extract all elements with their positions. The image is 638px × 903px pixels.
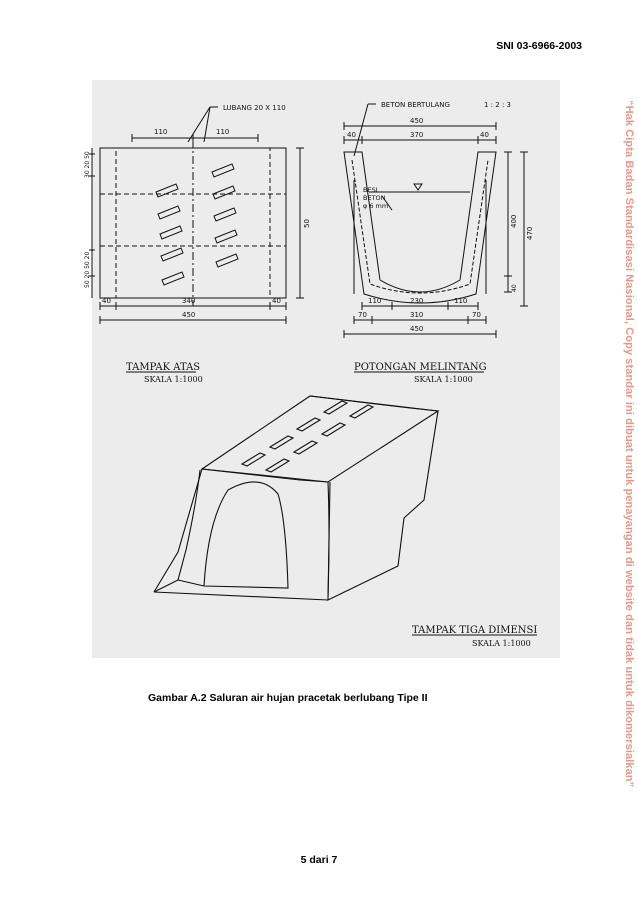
- iso-scale: SKALA 1:1000: [472, 639, 531, 648]
- dim-section-450-top: 450: [410, 117, 424, 125]
- figure-caption: Gambar A.2 Saluran air hujan pracetak berlubang Tipe II: [148, 692, 428, 704]
- iso-title: TAMPAK TIGA DIMENSI: [412, 625, 538, 636]
- rebar-diameter: φ 6 mm: [363, 202, 389, 210]
- mix-ratio: 1 : 2 : 3: [484, 101, 511, 109]
- dim-section-450-bottom: 450: [410, 325, 424, 333]
- dim-450: 450: [182, 311, 196, 319]
- besi-label: BESI: [363, 186, 378, 194]
- dim-110-b: 110: [216, 128, 230, 136]
- beton-label: BETON: [363, 194, 386, 202]
- dim-section-310: 310: [410, 311, 424, 319]
- copyright-watermark: [618, 100, 638, 840]
- dim-left-top: 30 20 50: [84, 151, 91, 178]
- watermark-text: “Hak Cipta Badan Standardisasi Nasional, Copy standar ini dibuat untuk penayangan di website dan tidak untuk dikomersialkan”: [623, 100, 635, 788]
- iso-channel-opening: [204, 482, 288, 588]
- dim-section-110: 110: [368, 297, 382, 305]
- material-label: BETON BERTULANG: [381, 101, 450, 109]
- dim-section-70-right: 70: [472, 311, 481, 319]
- iso-drain-slots: [242, 401, 373, 472]
- iso-top-surface: [202, 396, 438, 482]
- dim-section-370: 370: [410, 131, 424, 139]
- dim-section-110-b: 110: [454, 297, 468, 305]
- top-view-scale: SKALA 1:1000: [144, 375, 203, 384]
- dim-50: 50: [303, 219, 311, 228]
- technical-drawing: [84, 80, 560, 658]
- dim-section-470: 470: [526, 226, 534, 240]
- section-title: POTONGAN MELINTANG: [354, 362, 487, 373]
- section-outline: [344, 152, 496, 303]
- dim-40-b: 40: [272, 297, 281, 305]
- dim-340: 340: [182, 297, 196, 305]
- document-code: SNI 03-6966-2003: [496, 40, 582, 52]
- isometric-view: [154, 396, 438, 600]
- top-view: [89, 107, 304, 324]
- dim-section-40-right: 40: [480, 131, 489, 139]
- hole-label: LUBANG 20 X 110: [223, 104, 286, 112]
- dim-110-a: 110: [154, 128, 168, 136]
- dim-section-40-vertical: 40: [511, 284, 518, 292]
- top-view-title: TAMPAK ATAS: [126, 362, 201, 373]
- page-number: 5 dari 7: [300, 854, 338, 866]
- dim-section-40-left: 40: [347, 131, 356, 139]
- dim-40-a: 40: [102, 297, 111, 305]
- drain-hole-slots: [156, 164, 238, 285]
- dim-section-400: 400: [510, 214, 518, 228]
- dim-section-230: 230: [410, 297, 424, 305]
- dim-left-bottom: 50 20 50 20: [84, 251, 91, 288]
- dim-section-70-left: 70: [358, 311, 367, 319]
- section-scale: SKALA 1:1000: [414, 375, 473, 384]
